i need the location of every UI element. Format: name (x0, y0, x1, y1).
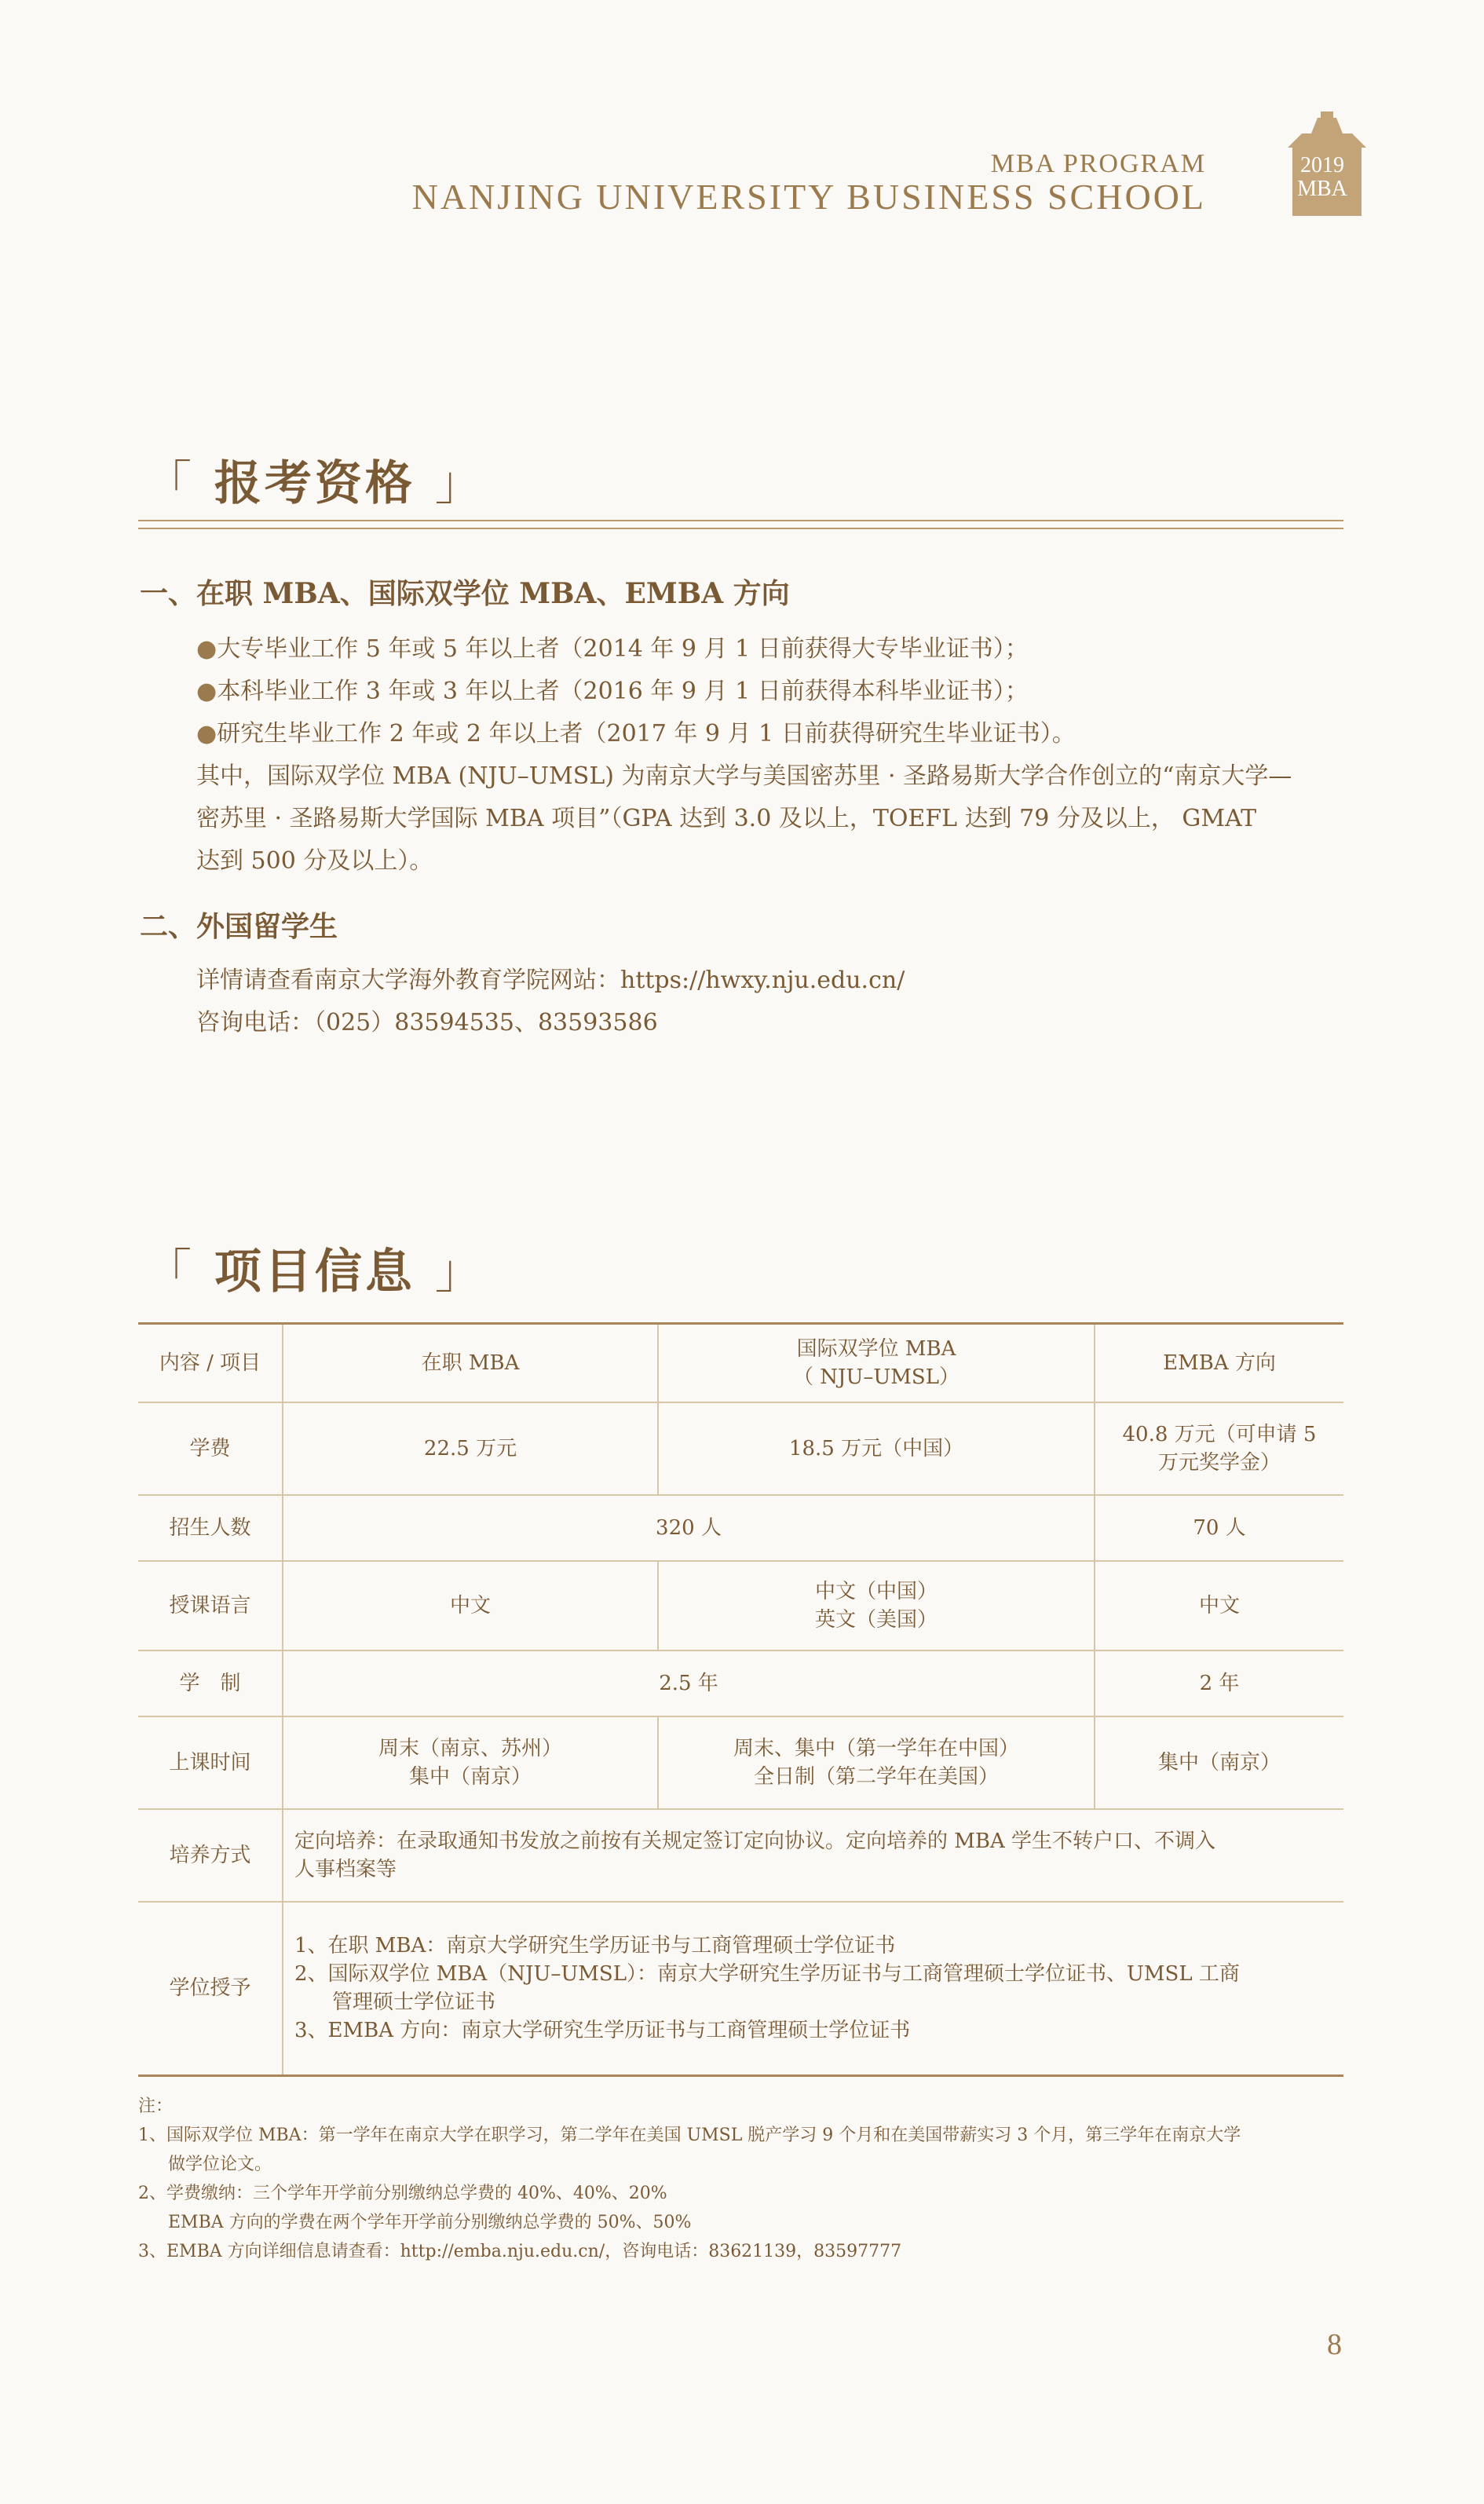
table-cell: 中文 (1095, 1561, 1343, 1650)
section-title-eligibility (144, 446, 485, 514)
open-bracket: 「 (144, 1245, 195, 1300)
table-cell: EMBA 方向 (1095, 1324, 1343, 1402)
note-line: 2、学费缴纳：三个学年开学前分别缴纳总学费的 40%、40%、20% (138, 2184, 667, 2203)
bullet-icon: ● (196, 635, 217, 663)
table-cell: 中文（中国） 英文（美国） (658, 1561, 1095, 1650)
table-cell: 招生人数 (138, 1495, 283, 1561)
logo-text (1280, 154, 1365, 201)
table-row (138, 1402, 1343, 1495)
website-line: 详情请查看南京大学海外教育学院网站：https://hwxy.nju.edu.cn/ (196, 967, 905, 994)
list-item (196, 671, 1292, 713)
paragraph-line: 达到 500 分及以上）。 (196, 847, 433, 875)
divider (138, 528, 1343, 529)
table-notes (138, 2092, 1241, 2266)
table-cell: 70 人 (1095, 1495, 1343, 1561)
table-cell: 国际双学位 MBA （ NJU–UMSL） (658, 1324, 1095, 1402)
logo-year: 2019 (1300, 153, 1344, 177)
table-cell: 320 人 (283, 1495, 1095, 1561)
table-cell: 学费 (138, 1402, 283, 1495)
table-cell: 培养方式 (138, 1809, 283, 1902)
note-line: 注： (138, 2096, 174, 2116)
part1-heading: 一、在职 MBA、国际双学位 MBA、EMBA 方向 (140, 577, 790, 610)
table-cell: 周末（南京、苏州） 集中（南京） (283, 1716, 658, 1809)
phone-line: 咨询电话：（025）83594535、83593586 (196, 1009, 658, 1036)
eligibility-list (196, 628, 1292, 883)
bullet-text: 大专毕业工作 5 年或 5 年以上者（2014 年 9 月 1 日前获得大专毕业证书）； (217, 635, 1029, 663)
close-bracket: 」 (434, 1245, 485, 1300)
divider (138, 520, 1343, 521)
table-cell: 2 年 (1095, 1650, 1343, 1716)
table-cell: 40.8 万元（可申请 5 万元奖学金） (1095, 1402, 1343, 1495)
close-bracket: 」 (434, 456, 485, 511)
paragraph-line: 密苏里 · 圣路易斯大学国际 MBA 项目”（GPA 达到 3.0 及以上，TOEFL 达到 79 分及以上， GMAT (196, 805, 1257, 832)
bullet-text: 研究生毕业工作 2 年或 2 年以上者（2017 年 9 月 1 日前获得研究生毕业证书）。 (217, 720, 1076, 748)
table-cell: 中文 (283, 1561, 658, 1650)
section-title-program (144, 1234, 485, 1302)
table-row (138, 1809, 1343, 1902)
list-item (196, 713, 1292, 755)
table-cell: 内容 / 项目 (138, 1324, 283, 1402)
note-line: EMBA 方向的学费在两个学年开学前分别缴纳总学费的 50%、50% (168, 2213, 692, 2232)
table-row (138, 1495, 1343, 1561)
page-number: 8 (1327, 2328, 1342, 2361)
bullet-text: 本科毕业工作 3 年或 3 年以上者（2016 年 9 月 1 日前获得本科毕业证书）； (217, 678, 1029, 705)
bullet-icon: ● (196, 678, 217, 705)
table-cell: 学位授予 (138, 1902, 283, 2076)
table-cell: 集中（南京） (1095, 1716, 1343, 1809)
header-program: MBA PROGRAM (990, 149, 1206, 178)
table-cell: 周末、集中（第一学年在中国） 全日制（第二学年在美国） (658, 1716, 1095, 1809)
table-cell: 2.5 年 (283, 1650, 1095, 1716)
table-cell: 定向培养：在录取通知书发放之前按有关规定签订定向协议。定向培养的 MBA 学生不转户口、不调入 人事档案等 (283, 1809, 1343, 1902)
table-cell: 1、在职 MBA：南京大学研究生学历证书与工商管理硕士学位证书 2、国际双学位 MBA（NJU–UMSL）：南京大学研究生学历证书与工商管理硕士学位证书、UMSL 工商 管理硕士学位证书 3、EMBA 方向：南京大学研究生学历证书与工商管理硕士学位证书 (283, 1902, 1343, 2076)
program-info-table (138, 1322, 1343, 2077)
table-cell: 授课语言 (138, 1561, 283, 1650)
table-cell: 22.5 万元 (283, 1402, 658, 1495)
table-cell: 18.5 万元（中国） (658, 1402, 1095, 1495)
table-row (138, 1650, 1343, 1716)
section-title-text: 报考资格 (214, 456, 415, 511)
table-cell: 学 制 (138, 1650, 283, 1716)
note-line: 1、国际双学位 MBA：第一学年在南京大学在职学习，第二学年在美国 UMSL 脱产学习 9 个月和在美国带薪实习 3 个月，第三学年在南京大学 (138, 2126, 1241, 2145)
logo-mba: MBA (1297, 177, 1347, 201)
header-school-name: NANJING UNIVERSITY BUSINESS SCHOOL (411, 177, 1206, 217)
part2-heading: 二、外国留学生 (140, 910, 338, 943)
section-title-text: 项目信息 (214, 1245, 415, 1300)
table-cell: 上课时间 (138, 1716, 283, 1809)
open-bracket: 「 (144, 456, 195, 511)
table-row (138, 1902, 1343, 2076)
table-row (138, 1561, 1343, 1650)
foreign-student-info (196, 960, 905, 1044)
note-line: 3、EMBA 方向详细信息请查看：http://emba.nju.edu.cn/，咨询电话：83621139，83597777 (138, 2242, 902, 2261)
note-line: 做学位论文。 (168, 2155, 272, 2174)
paragraph-line: 其中，国际双学位 MBA (NJU–UMSL) 为南京大学与美国密苏里 · 圣路易斯大学合作创立的“南京大学— (196, 762, 1292, 790)
list-item (196, 628, 1292, 671)
table-row (138, 1716, 1343, 1809)
table-row (138, 1324, 1343, 1402)
table-cell: 在职 MBA (283, 1324, 658, 1402)
bullet-icon: ● (196, 720, 217, 748)
